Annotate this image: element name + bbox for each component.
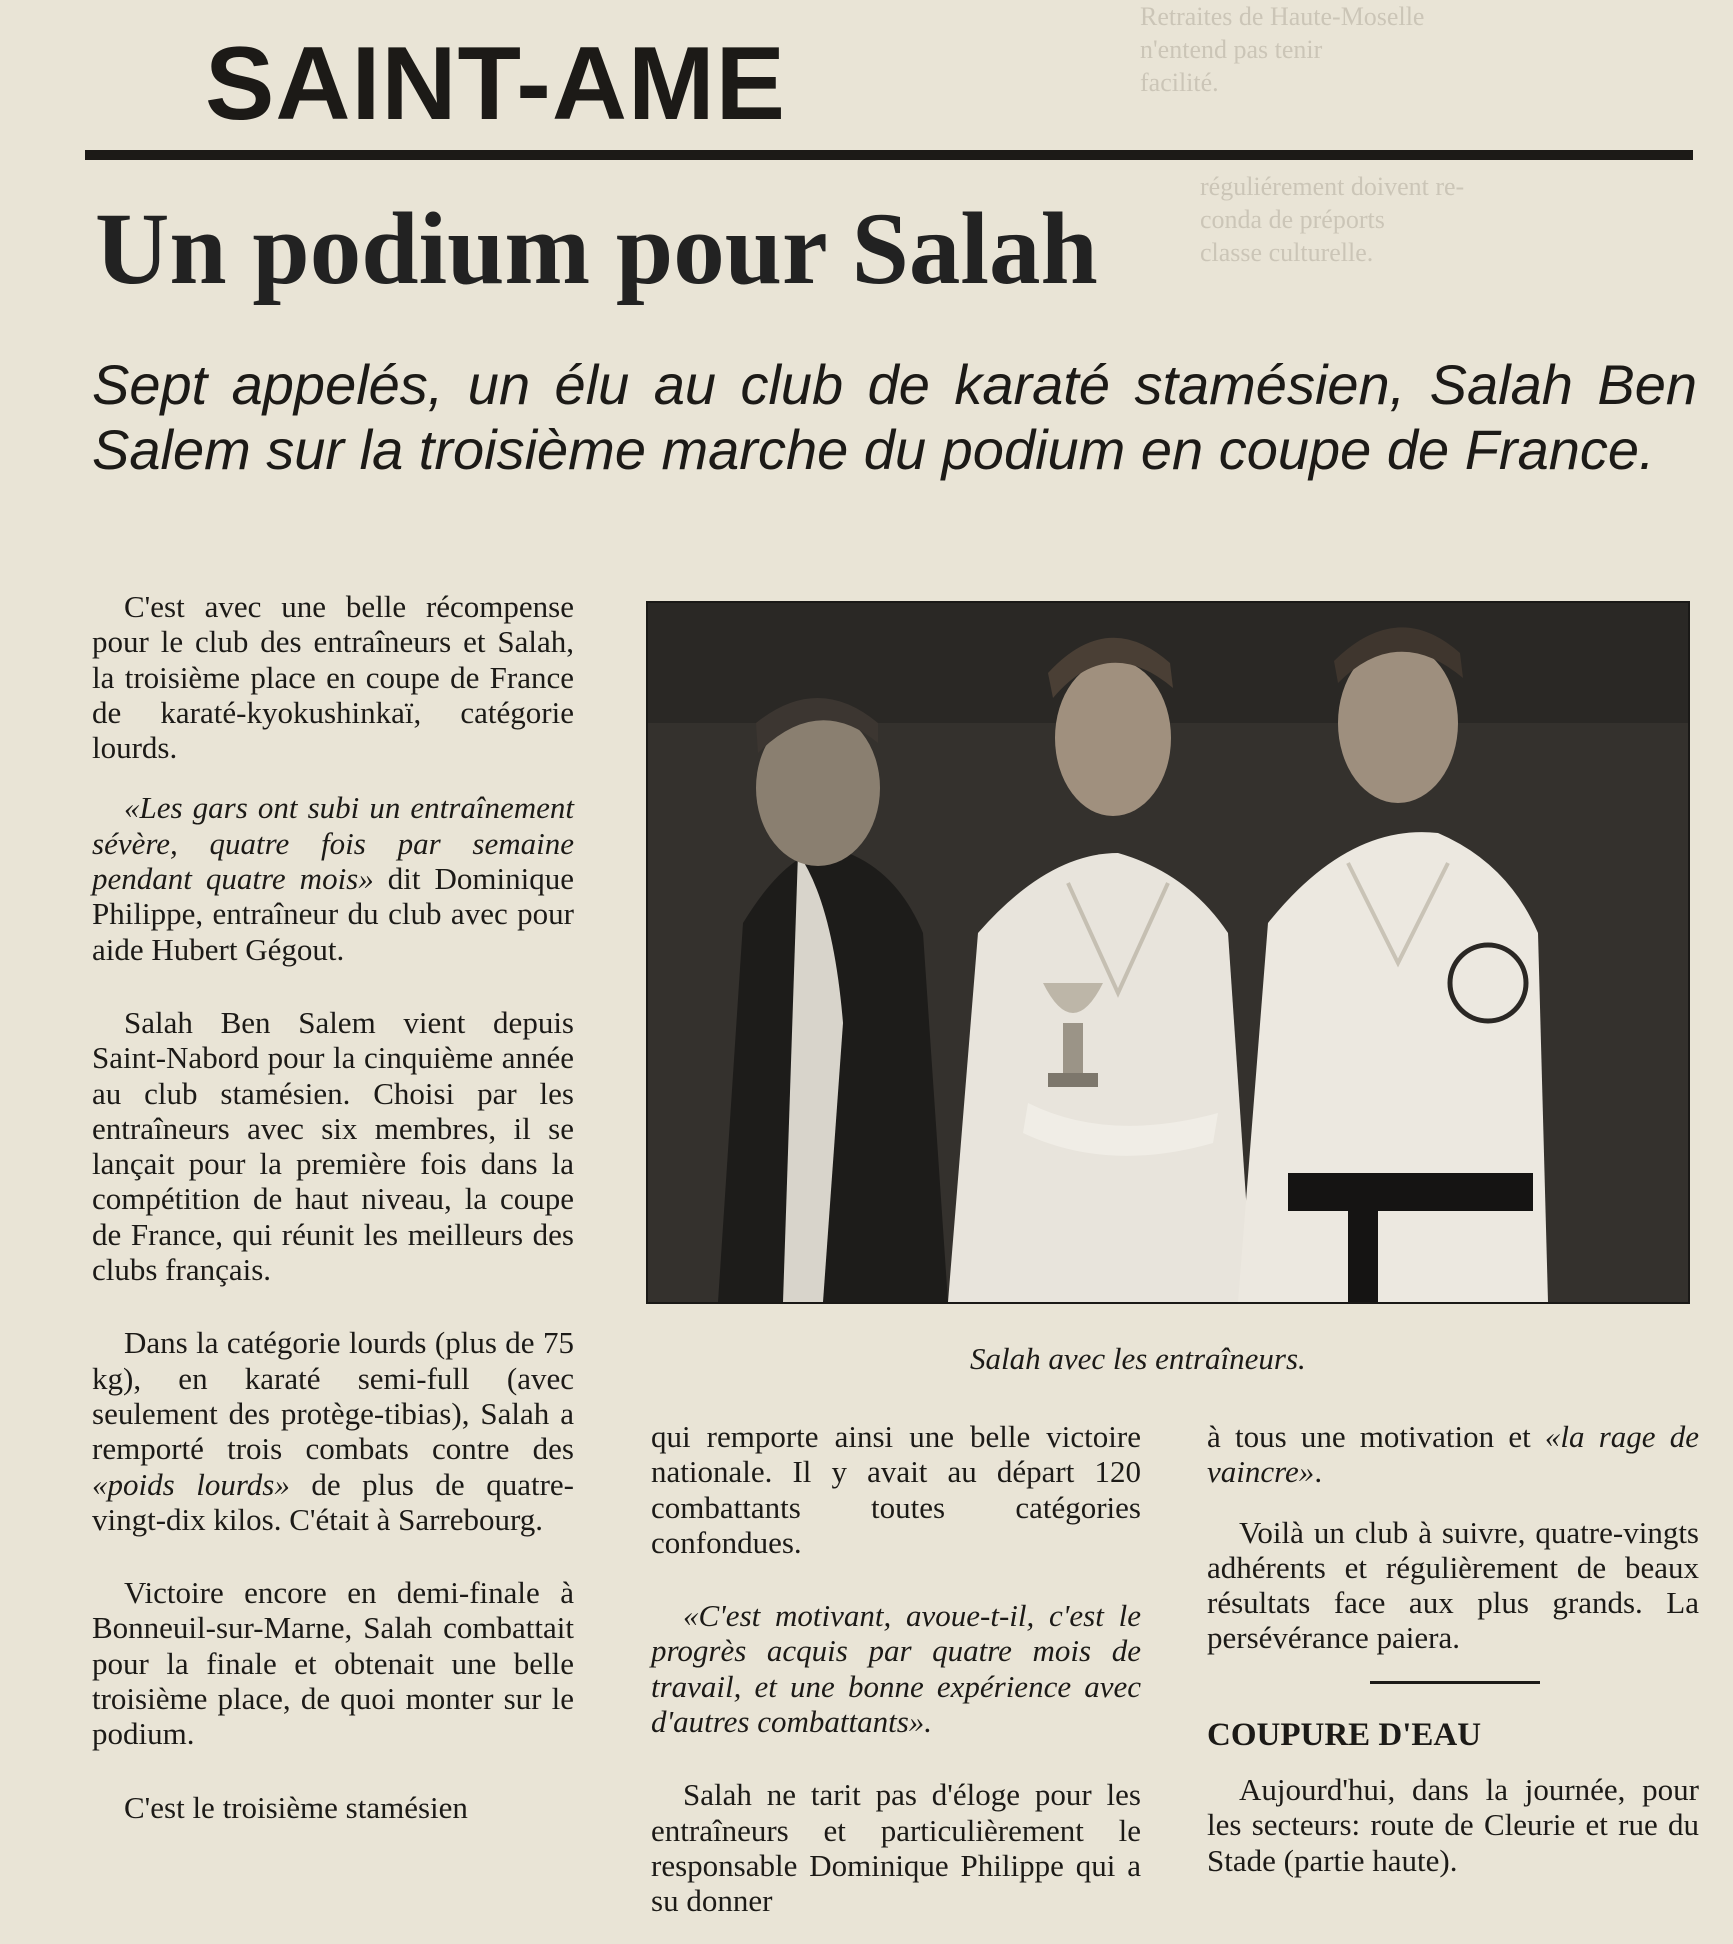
neighbor-article-fragments-right: réguliérement doivent re- conda de préports classe culturelle.: [1200, 172, 1465, 267]
photo-caption: Salah avec les entraîneurs.: [970, 1341, 1306, 1376]
headline: Un podium pour Salah: [95, 192, 1098, 306]
paragraph: Aujourd'hui, dans la journée, pour les secteurs: route de Cleurie et rue du Stade (partie haute).: [1207, 1772, 1699, 1878]
section-rule: [85, 150, 1693, 160]
article-photo: [646, 601, 1690, 1304]
box-divider: [1370, 1681, 1540, 1684]
paragraph: «Les gars ont subi un entraînement sévère, quatre fois par semaine pendant quatre mois» dit Dominique Philippe, entraîneur du club avec pour aide Hubert Gégout.: [92, 790, 574, 967]
paragraph: Salah ne tarit pas d'éloge pour les entraîneurs et particulièrement le responsable Dominique Philippe qui a su donner: [651, 1777, 1141, 1919]
photo-illustration: [648, 603, 1688, 1302]
article-column-2: [651, 1419, 1141, 1944]
paragraph: C'est le troisième stamésien: [124, 1789, 468, 1825]
section-title: SAINT-AME: [205, 26, 786, 142]
paragraph: Salah Ben Salem vient depuis Saint-Nabord pour la cinquième année au club stamésien. Choisi par les entraîneurs avec six membres, il se lançait pour la première fois dans la compétition de haut niveau, la coupe de France, qui réunit les meilleurs des clubs français.: [92, 1004, 574, 1288]
quote: «la rage de vaincre»: [1207, 1419, 1700, 1490]
paragraph: C'est avec une belle récompense pour le club des entraîneurs et Salah, la troisième place en coupe de France de karaté-kyokushinkaï, catégorie lourds.: [92, 589, 574, 766]
paragraph: à tous une motivation et «la rage de vaincre».: [1207, 1419, 1700, 1490]
subheadline: Sept appelés, un élu au club de karaté stamésien, Salah Ben Salem sur la troisième marche du podium en coupe de France.: [92, 353, 1697, 481]
paragraph: Voilà un club à suivre, quatre-vingts adhérents et régulièrement de beaux résultats face aux plus grands. La persévérance paiera.: [1207, 1514, 1699, 1656]
paragraph: Dans la catégorie lourds (plus de 75 kg), en karaté semi-full (avec seulement des protège-tibias), Salah a remporté trois combats contre des «poids lourds» de plus de quatre-vingt-dix kilos. C'était à Sarrebourg.: [92, 1325, 574, 1537]
box-text: [1207, 1772, 1699, 1878]
quote: «Les gars ont subi un entraînement sévère, quatre fois par semaine pendant quatre mois»: [92, 790, 574, 897]
quote-paragraph: «C'est motivant, avoue-t-il, c'est le progrès acquis par quatre mois de travail, et une bonne expérience avec d'autres combattants».: [651, 1598, 1141, 1740]
neighbor-article-fragments: Retraites de Haute-Moselle n'entend pas tenir facilité.: [1140, 2, 1425, 97]
article-column-1: [92, 589, 574, 1850]
paragraph: qui remporte ainsi une belle victoire nationale. Il y avait au départ 120 combattants toutes catégories confondues.: [651, 1419, 1141, 1560]
quote: «poids lourds»: [92, 1466, 290, 1502]
article-column-3: [1207, 1419, 1699, 1681]
paragraph: Victoire encore en demi-finale à Bonneuil-sur-Marne, Salah combattait pour la finale et obtenait une belle troisième place, de quoi monter sur le podium.: [92, 1575, 574, 1752]
box-title: COUPURE D'EAU: [1207, 1717, 1482, 1753]
